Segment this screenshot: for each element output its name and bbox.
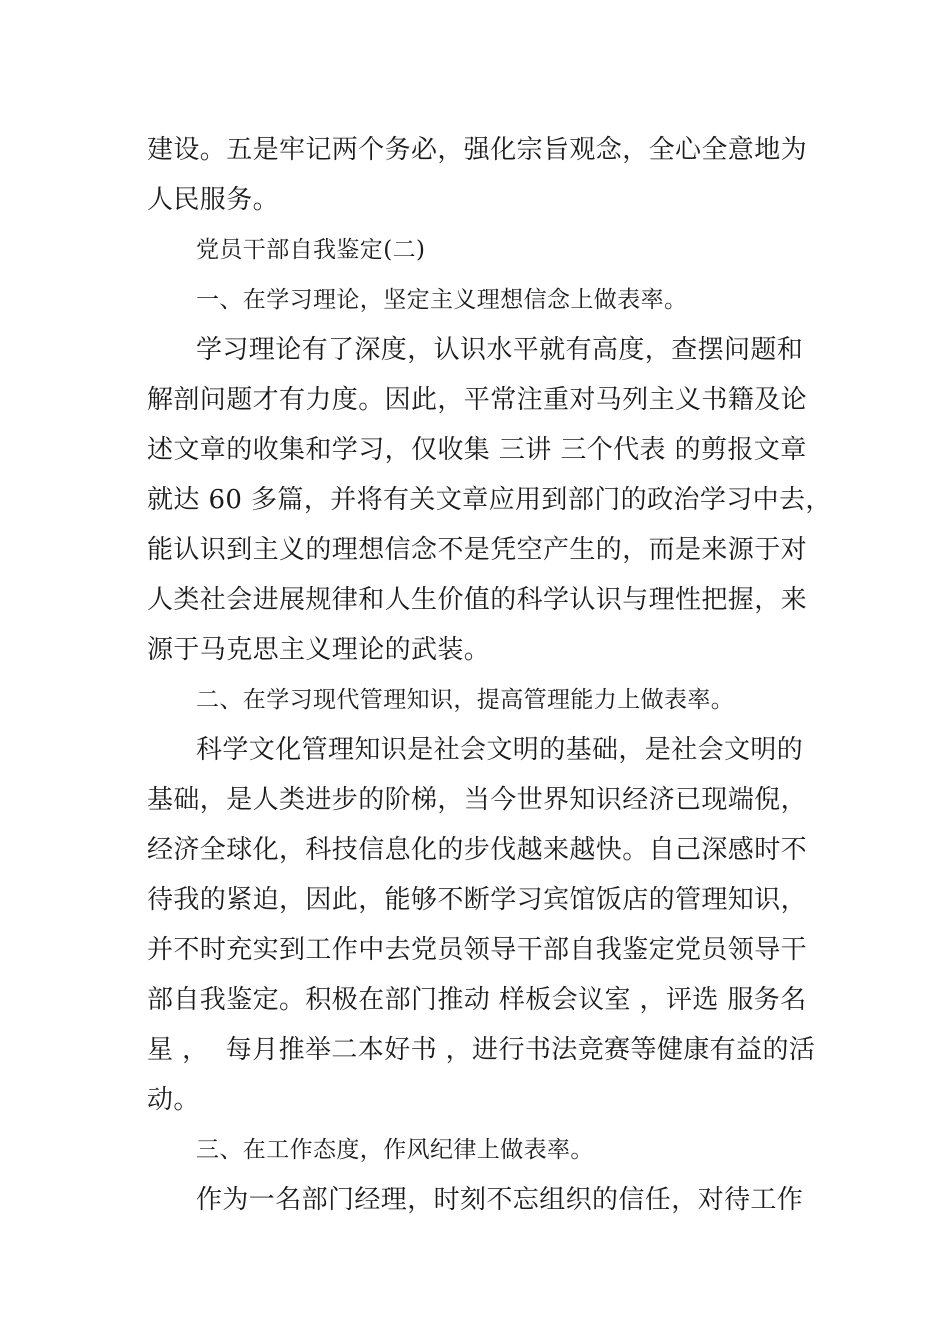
text-line: 并不时充实到工作中去党员领导干部自我鉴定党员领导干 [147,935,808,965]
text-line: 能认识到主义的理想信念不是凭空产生的，而是来源于对 [147,535,808,565]
section-heading: 一、在学习理论，坚定主义理想信念上做表率。 [196,287,688,313]
section-title: 党员干部自我鉴定(二) [196,237,426,263]
text-line: 经济全球化，科技信息化的步伐越来越快。自己深感时不 [147,835,808,865]
text-line: 基础，是人类进步的阶梯，当今世界知识经济已现端倪， [147,785,808,815]
text-line: 解剖问题才有力度。因此，平常注重对马列主义书籍及论 [147,385,808,415]
text-line: 源于马克思主义理论的武装。 [147,635,491,665]
text-line: 就达 60 多篇，并将有关文章应用到部门的政治学习中去， [147,485,832,515]
section-heading: 三、在工作态度，作风纪律上做表率。 [196,1137,594,1163]
text-line: 待我的紧迫，因此，能够不断学习宾馆饭店的管理知识， [147,885,808,915]
text-line: 部自我鉴定。积极在部门推动 样板会议室 ，评选 服务名 [147,985,807,1015]
text-line: 人民服务。 [147,185,280,215]
text-line: 星 ， 每月推举二本好书 ，进行书法竞赛等健康有益的活 [147,1035,816,1065]
text-line: 人类社会进展规律和人生价值的科学认识与理性把握，来 [147,585,808,615]
section-heading: 二、在学习现代管理知识，提高管理能力上做表率。 [196,687,735,713]
paragraph-first-line: 学习理论有了深度，认识水平就有高度，查摆问题和 [196,335,804,365]
paragraph-first-line: 科学文化管理知识是社会文明的基础，是社会文明的 [196,735,804,765]
text-line: 述文章的收集和学习，仅收集 三讲 三个代表 的剪报文章 [147,435,807,465]
text-line: 动。 [147,1085,200,1115]
text-line: 建设。五是牢记两个务必，强化宗旨观念，全心全意地为 [147,135,808,165]
paragraph-first-line: 作为一名部门经理，时刻不忘组织的信任，对待工作 [196,1185,804,1215]
